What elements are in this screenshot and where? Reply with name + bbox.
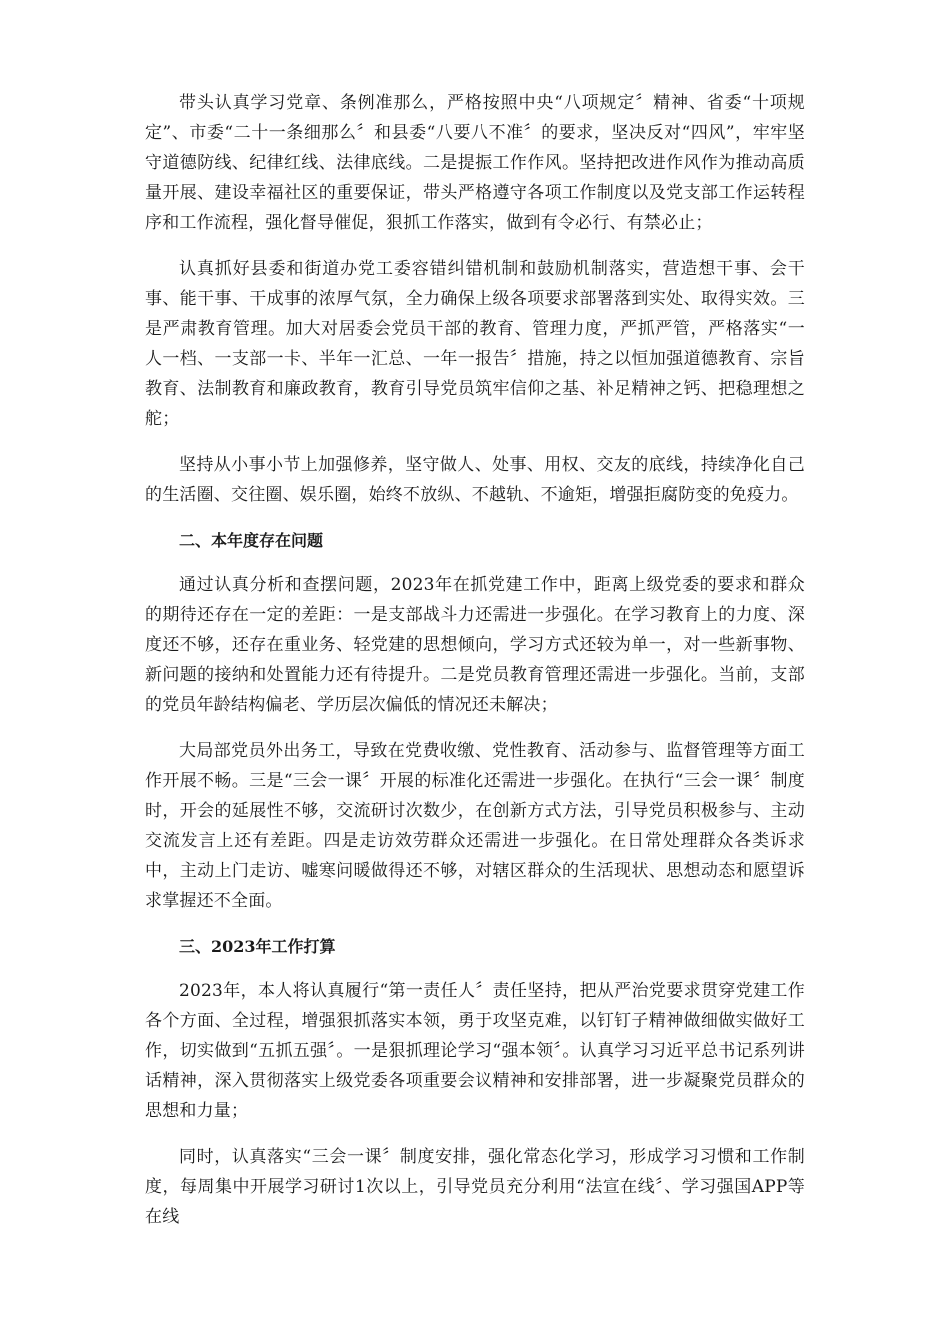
section-heading-plan: 三、2023年工作打算 [179, 937, 336, 956]
paragraph-2: 认真抓好县委和街道办党工委容错纠错机制和鼓励机制落实，营造想干事、会干事、能干事、干成事的浓厚气氛，全力确保上级各项要求部署落到实处、取得实效。三是严肃教育管理。加大对居委会党员干部的教育、管理力度，严抓严管，严格落实“一人一档、一支部一卡、半年一汇总、一年一报告〞措施，持之以恒加强道德教育、宗旨教育、法制教育和廉政教育，教育引导党员筑牢信仰之基、补足精神之钙、把稳理想之舵； [145, 259, 805, 429]
document-body [145, 88, 805, 1248]
paragraph-4: 通过认真分析和查摆问题，2023年在抓党建工作中，距离上级党委的要求和群众的期待还存在一定的差距：一是支部战斗力还需进一步强化。在学习教育上的力度、深度还不够，还存在重业务、轻党建的思想倾向，学习方式还较为单一，对一些新事物、新问题的接纳和处置能力还有待提升。二是党员教育管理还需进一步强化。当前，支部的党员年龄结构偏老、学历层次偏低的情况还未解决； [145, 575, 805, 715]
paragraph-3: 坚持从小事小节上加强修养，坚守做人、处事、用权、交友的底线，持续净化自己的生活圈、交往圈、娱乐圈，始终不放纵、不越轨、不逾矩，增强拒腐防变的免疫力。 [145, 455, 805, 505]
paragraph-6: 2023年，本人将认真履行“第一责任人〞责任坚持，把从严治党要求贯穿党建工作各个方面、全过程，增强狠抓落实本领，勇于攻坚克难，以钉钉子精神做细做实做好工作，切实做到“五抓五强〞。一是狠抓理论学习“强本领〞。认真学习习近平总书记系列讲话精神，深入贯彻落实上级党委各项重要会议精神和安排部署，进一步凝聚党员群众的思想和力量； [145, 981, 805, 1121]
section-heading-problems: 二、本年度存在问题 [179, 531, 324, 550]
paragraph-7: 同时，认真落实“三会一课〞制度安排，强化常态化学习，形成学习习惯和工作制度，每周集中开展学习研讨1次以上，引导党员充分利用“法宣在线〞、学习强国APP等在线 [145, 1147, 805, 1227]
paragraph-5: 大局部党员外出务工，导致在党费收缴、党性教育、活动参与、监督管理等方面工作开展不畅。三是“三会一课〞开展的标准化还需进一步强化。在执行“三会一课〞制度时，开会的延展性不够，交流研讨次数少，在创新方式方法，引导党员积极参与、主动交流发言上还有差距。四是走访效劳群众还需进一步强化。在日常处理群众各类诉求中，主动上门走访、嘘寒问暖做得还不够，对辖区群众的生活现状、思想动态和愿望诉求掌握还不全面。 [145, 741, 805, 911]
paragraph-1: 带头认真学习党章、条例准那么，严格按照中央“八项规定〞精神、省委“十项规定”、市委“二十一条细那么〞和县委“八要八不准〞的要求，坚决反对“四风”，牢牢坚守道德防线、纪律红线、法律底线。二是提振工作作风。坚持把改进作风作为推动高质量开展、建设幸福社区的重要保证，带头严格遵守各项工作制度以及党支部工作运转程序和工作流程，强化督导催促，狠抓工作落实，做到有令必行、有禁必止； [145, 93, 805, 233]
